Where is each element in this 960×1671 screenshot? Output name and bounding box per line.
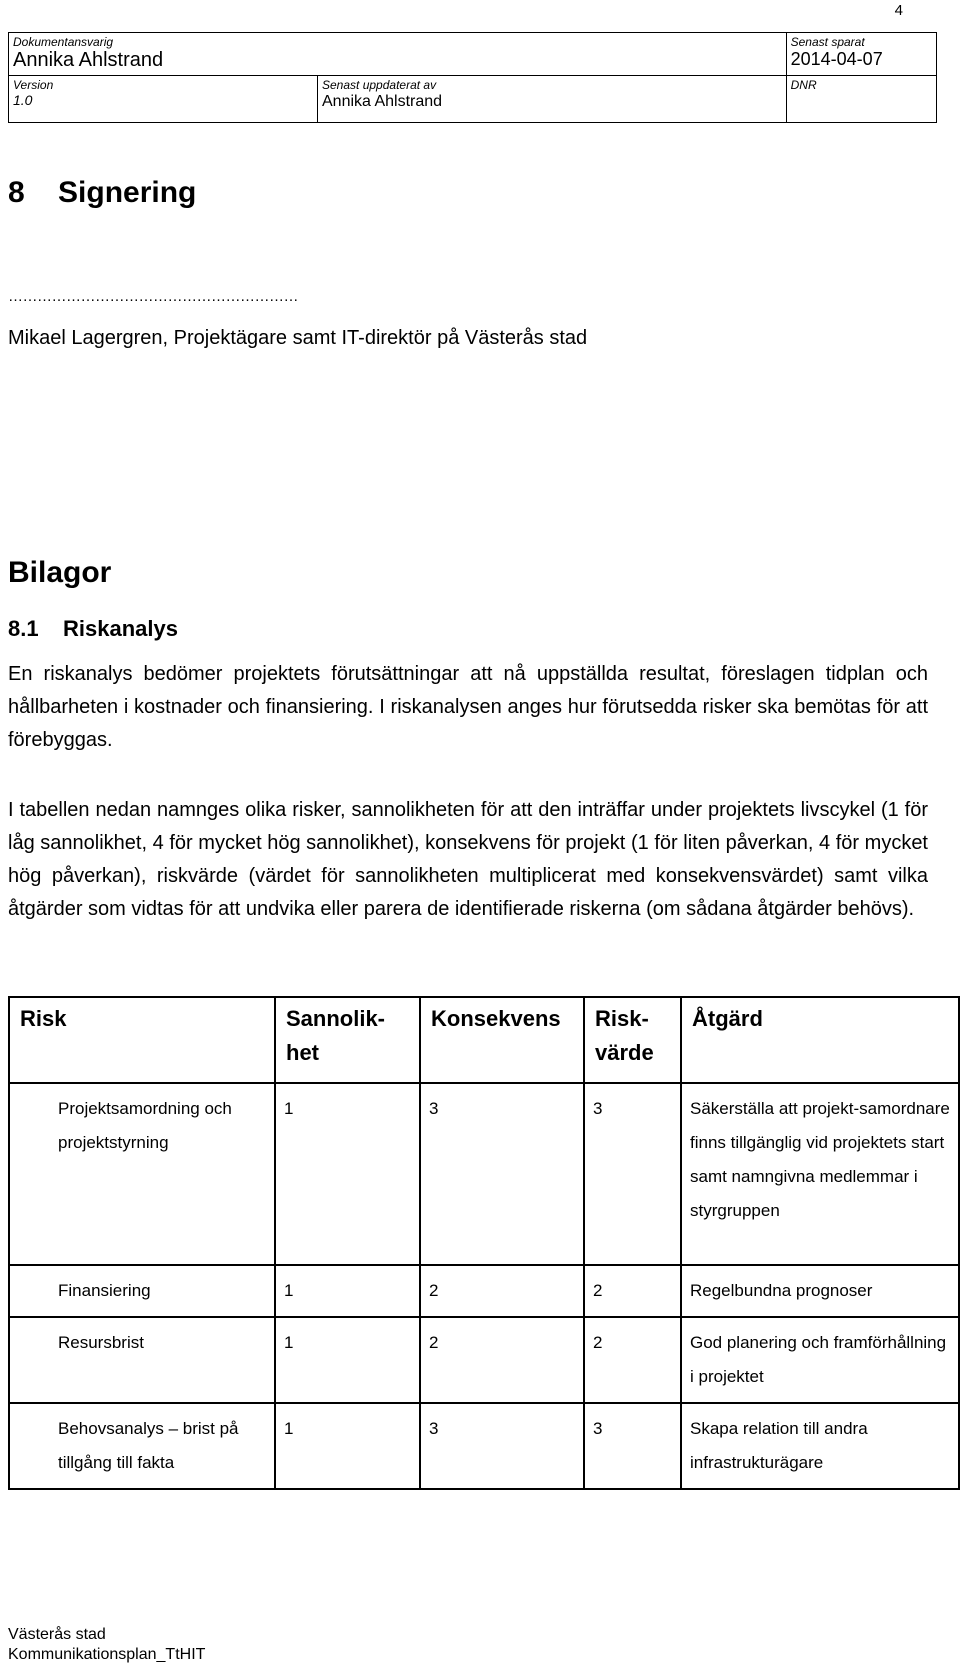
footer-organization: Västerås stad (8, 1626, 106, 1643)
page-number: 4 (894, 2, 903, 19)
meta-dnr-cell (786, 76, 936, 123)
risk-value: 2 (584, 1317, 681, 1403)
risk-consequence: 2 (420, 1265, 584, 1317)
section-heading-signering: 8 Signering (8, 176, 197, 209)
risk-value: 3 (584, 1083, 681, 1265)
risk-action: God planering och framförhållning i projektet (681, 1317, 959, 1403)
risk-table (8, 996, 960, 1490)
bilagor-heading: Bilagor (8, 556, 112, 589)
meta-saved-value: 2014-04-07 (790, 49, 883, 69)
meta-saved-label: Senast sparat (790, 35, 865, 49)
risk-action: Säkerställa att projekt-samordnare finns tillgänglig vid projektets start samt namngivna medlemmar i styrgruppen (681, 1083, 959, 1265)
risk-name: Finansiering (9, 1265, 275, 1317)
header-consequence: Konsekvens (420, 997, 584, 1083)
risk-table-header-row (9, 997, 959, 1083)
meta-owner-cell (9, 33, 787, 76)
meta-owner-label: Dokumentansvarig (13, 35, 114, 49)
meta-version-value: 1.0 (13, 92, 33, 108)
risk-probability: 1 (275, 1403, 420, 1489)
risk-name: Behovsanalys – brist på tillgång till fakta (9, 1403, 275, 1489)
document-meta-table (8, 32, 937, 123)
footer-document-name: Kommunikationsplan_TtHIT (8, 1646, 206, 1663)
header-risk-value: Risk- värde (584, 997, 681, 1083)
riskanalys-intro-paragraph: En riskanalys bedömer projektets förutsättningar att nå uppställda resultat, föreslagen tidplan och hållbarheten i kostnader och finansiering. I riskanalysen anges hur förutsedda risker ska bemötas för att förebyggas. (8, 663, 928, 751)
risk-value: 2 (584, 1265, 681, 1317)
meta-version-label: Version (13, 78, 54, 92)
header-probability: Sannolik- het (275, 997, 420, 1083)
signer-name: Mikael Lagergren, Projektägare samt IT-direktör på Västerås stad (8, 327, 588, 349)
table-row (9, 1083, 959, 1265)
table-row (9, 1317, 959, 1403)
risk-consequence: 3 (420, 1403, 584, 1489)
risk-value: 3 (584, 1403, 681, 1489)
risk-action: Regelbundna prognoser (681, 1265, 959, 1317)
risk-probability: 1 (275, 1083, 420, 1265)
meta-updated-cell (318, 76, 787, 123)
riskanalys-table-description: I tabellen nedan namnges olika risker, sannolikheten för att den inträffar under projektets livscykel (1 för låg sannolikhet, 4 för mycket hög sannolikhet), konsekvens för projekt (1 för liten påverkan, 4 för mycket hög påverkan), riskvärde (värdet för sannolikheten multiplicerat med konsekvensvärdet) samt vilka åtgärder som vidtas för att undvika eller parera de identifierade riskerna (om sådana åtgärder behövs). (8, 799, 928, 920)
risk-action: Skapa relation till andra infrastrukturägare (681, 1403, 959, 1489)
meta-updated-label: Senast uppdaterat av (322, 78, 437, 92)
risk-consequence: 3 (420, 1083, 584, 1265)
risk-name: Projektsamordning och projektstyrning (9, 1083, 275, 1265)
meta-version-cell (9, 76, 318, 123)
risk-consequence: 2 (420, 1317, 584, 1403)
risk-name: Resursbrist (9, 1317, 275, 1403)
meta-owner-value: Annika Ahlstrand (13, 49, 164, 71)
meta-saved-cell (786, 33, 936, 76)
meta-updated-value: Annika Ahlstrand (322, 93, 443, 110)
header-risk: Risk (9, 997, 275, 1083)
risk-probability: 1 (275, 1265, 420, 1317)
table-row (9, 1403, 959, 1489)
signature-line: …………………………………………………… (8, 288, 298, 305)
risk-probability: 1 (275, 1317, 420, 1403)
riskanalys-heading: 8.1 Riskanalys (8, 616, 178, 641)
meta-dnr-label: DNR (790, 78, 817, 92)
header-action: Åtgärd (681, 997, 959, 1083)
table-row (9, 1265, 959, 1317)
